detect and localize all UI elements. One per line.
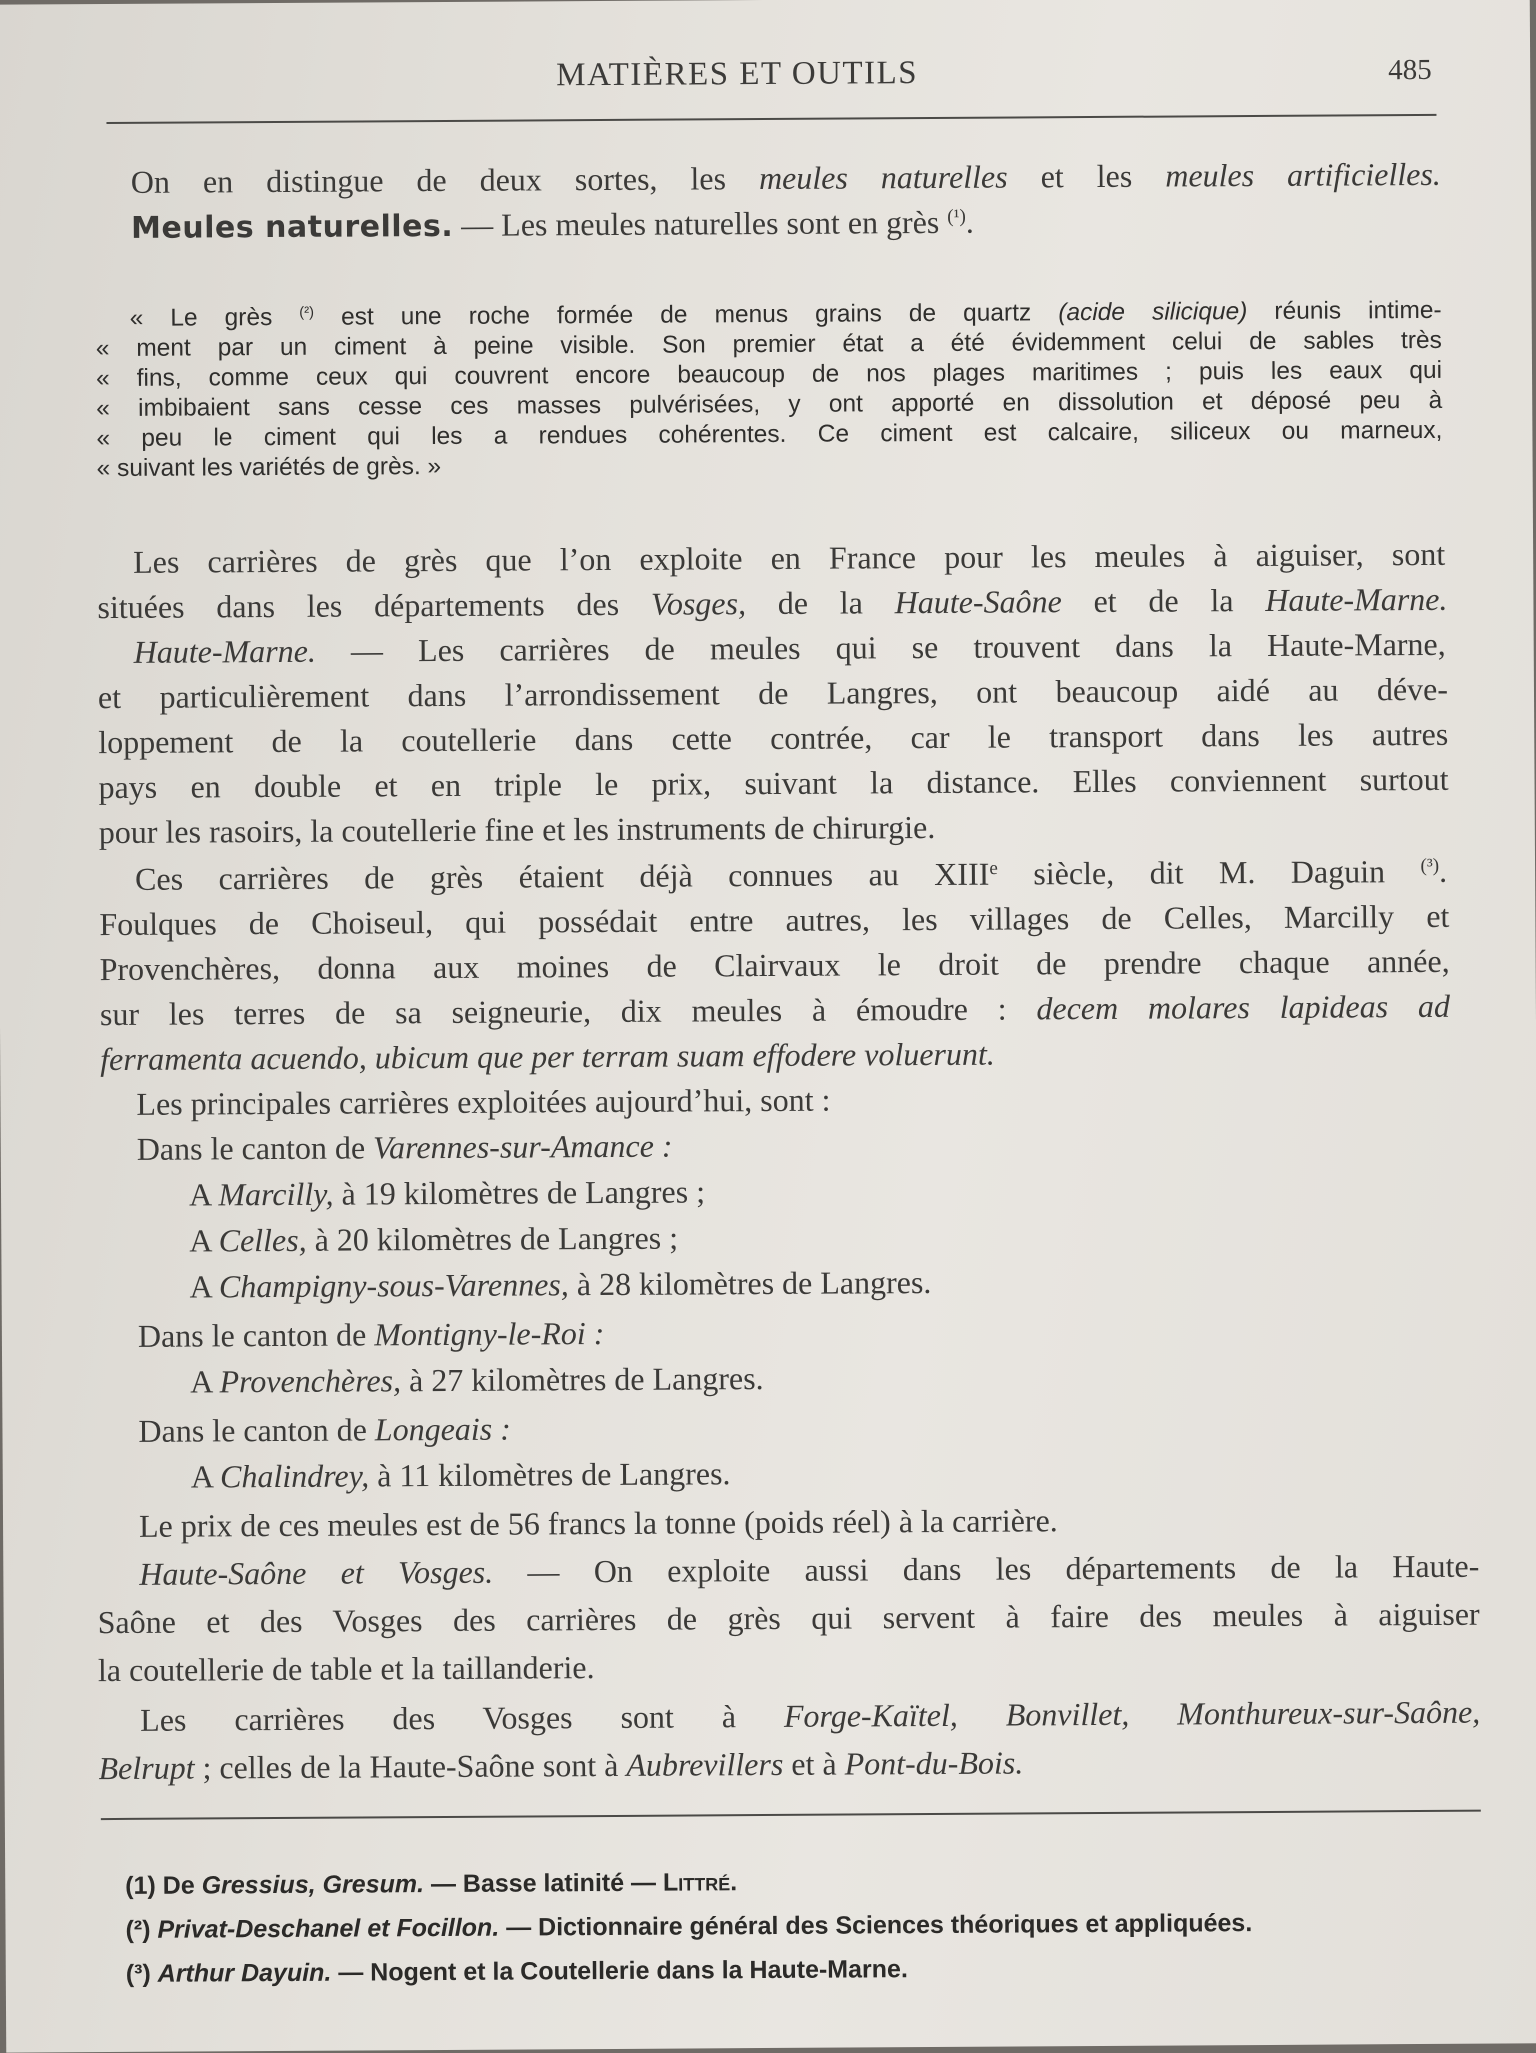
canton-1-place-1: A Marcilly, à 19 kilomètres de Langres ; [188,1173,706,1213]
footnote-3: (³) Arthur Dayuin. — Nogent et la Coutellerie dans la Haute-Marne. [125,1955,908,1988]
quote-line-5: « peu le ciment qui les a rendues cohérentes. Ce ciment est calcaire, siliceux ou marneux, [96,416,1443,453]
paragraph-3-line-3: Provenchères, donna aux moines de Clairvaux le droit de prendre chaque année, [99,942,1450,988]
canton-1: Dans le canton de Varennes-sur-Amance : [136,1127,673,1167]
quarries-intro: Les principales carrières exploitées aujourd’hui, sont : [136,1081,831,1122]
footnote-ref-1: (¹) [947,206,966,228]
intro-line: On en distingue de deux sortes, les meules naturelles et les meules artificielles. [130,155,1441,200]
paragraph-3-line-2: Foulques de Choiseul, qui possédait entre autres, les villages de Celles, Marcilly et [99,897,1450,943]
paragraph-2-line-5: pour les rasoirs, la coutellerie fine et les instruments de chirurgie. [98,808,936,851]
paragraph-3-line-4: sur les terres de sa seigneurie, dix meules à émoudre : decem molares lapideas ad [99,987,1451,1033]
paragraph-1-line-2: situées dans les départements des Vosges, de la Haute-Saône et de la Haute-Marne. [97,580,1448,626]
canton-1-place-3: A Champigny-sous-Varennes, à 28 kilomètres de Langres. [189,1264,932,1305]
footnote-ref-3: (³) [1420,855,1440,877]
quote-line-4: « imbibaient sans cesse ces masses pulvérisées, y ont apporté en dissolution et déposé peu à [96,386,1443,423]
paragraph-6-line-2: Saône et des Vosges des carrières de grès qui servent à faire des meules à aiguiser [97,1595,1480,1641]
paragraph-2-line-1: Haute-Marne. — Les carrières de meules qui se trouvent dans la Haute-Marne, [133,625,1446,670]
canton-2-place-1: A Provenchères, à 27 kilomètres de Langres. [190,1360,764,1400]
section-heading: Meules naturelles. [131,208,454,246]
page-number: 485 [1388,53,1432,87]
paragraph-3-line-1: Ces carrières de grès étaient déjà connues au XIIIe siècle, dit M. Daguin $^{(^3)}$. [134,852,1448,897]
footnote-ref-2: (²) [299,304,315,321]
paragraph-1-line-1: Les carrières de grès que l’on exploite en France pour les meules à aiguiser, sont [133,535,1446,580]
paragraph-2-line-4: pays en double et en triple le prix, suivant la distance. Elles conviennent surtout [98,760,1449,806]
paragraph-7-line-2: Belrupt ; celles de la Haute-Saône sont à Aubrevillers et à Pont-du-Bois. [98,1744,1024,1787]
paragraph-2-line-3: loppement de la coutellerie dans cette contrée, car le transport dans les autres [98,715,1449,761]
footnote-2: (²) Privat-Deschanel et Focillon. — Dictionnaire général des Sciences théoriques et appliquées. [125,1909,1253,1944]
quote-line-3: « fins, comme ceux qui couvrent encore beaucoup de nos plages maritimes ; puis les eaux qui [95,356,1443,393]
canton-2: Dans le canton de Montigny-le-Roi : [137,1315,605,1354]
paragraph-2-line-2: et particulièrement dans l’arrondissement de Langres, ont beaucoup aidé au déve- [97,670,1449,716]
price-line: Le prix de ces meules est de 56 francs la tonne (poids réel) à la carrière. [138,1502,1058,1544]
canton-1-place-2: A Celles, à 20 kilomètres de Langres ; [189,1219,679,1259]
paragraph-6-line-1: Haute-Saône et Vosges. — On exploite aussi dans les départements de la Haute- [139,1547,1480,1592]
section-heading-line: Meules naturelles. — Les meules naturelles sont en grès $^{(^1)}$. [131,203,974,246]
quote-line-1: « Le grès $^{(^2)}$ est une roche formée de menus grains de quartz (acide silicique) réunis intime- [129,296,1442,332]
quote-line-6: « suivant les variétés de grès. » [96,452,442,483]
footnote-rule [101,1810,1481,1820]
canton-3-place-1: A Chalindrey, à 11 kilomètres de Langres. [190,1455,731,1495]
running-head: MATIÈRES ET OUTILS [556,55,919,94]
paragraph-7-line-1: Les carrières des Vosges sont à Forge-Kaïtel, Bonvillet, Monthureux-sur-Saône, [140,1693,1481,1738]
canton-3: Dans le canton de Longeais : [138,1410,511,1449]
paragraph-6-line-3: la coutellerie de table et la taillanderie. [97,1649,595,1689]
header-rule [106,114,1436,124]
paragraph-3-line-5: ferramenta acuendo, ubicum que per terram suam effodere voluerunt. [100,1035,995,1078]
quote-line-2: « ment par un ciment à peine visible. Son premier état a été évidemment celui de sables très [95,326,1442,363]
footnote-1: (1) De Gressius, Gresum. — Basse latinité — Littré. [125,1868,738,1900]
